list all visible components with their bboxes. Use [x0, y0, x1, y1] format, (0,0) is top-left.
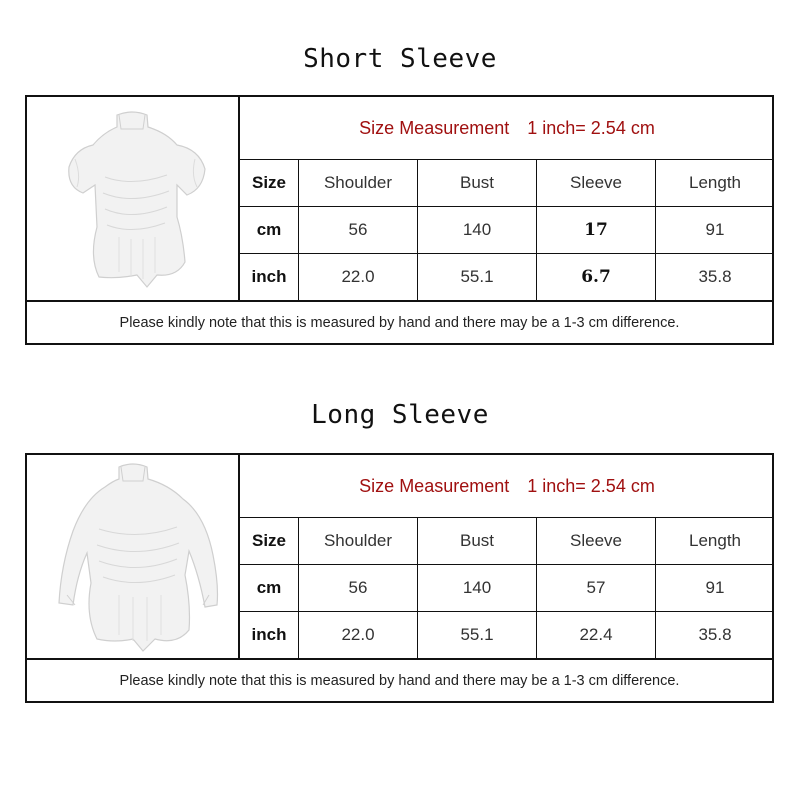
- row-label-inch: inch: [240, 612, 299, 658]
- short-sleeve-title: Short Sleeve: [303, 44, 497, 74]
- table-row: [240, 207, 774, 254]
- long-sleeve-size-chart: [25, 453, 774, 703]
- measurement-note: Please kindly note that this is measured by hand and there may be a 1-3 cm difference.: [27, 658, 772, 701]
- cell-bust: 140: [418, 207, 537, 253]
- header-bust: Bust: [418, 160, 537, 206]
- cell-bust: 55.1: [418, 612, 537, 658]
- heading-label: Size Measurement: [359, 117, 510, 138]
- cell-shoulder: 56: [299, 565, 418, 611]
- cell-sleeve: 22.4: [537, 612, 656, 658]
- header-shoulder: Shoulder: [299, 518, 418, 564]
- heading-conversion: 1 inch= 2.54 cm: [527, 475, 655, 496]
- header-bust: Bust: [418, 518, 537, 564]
- cell-length: 91: [705, 578, 725, 597]
- header-length: Length: [689, 531, 741, 550]
- header-length: Length: [689, 173, 741, 192]
- header-sleeve: Sleeve: [537, 518, 656, 564]
- row-label-inch: inch: [240, 254, 299, 300]
- table-header-row: [240, 160, 774, 207]
- long-sleeve-heading: [240, 455, 774, 518]
- cell-sleeve: 57: [537, 565, 656, 611]
- cell-length: 35.8: [698, 625, 732, 644]
- table-row: [240, 254, 774, 300]
- cell-sleeve: 6.7: [537, 254, 656, 300]
- header-size: Size: [240, 518, 299, 564]
- heading-label: Size Measurement: [359, 475, 510, 496]
- cell-bust: 140: [418, 565, 537, 611]
- heading-conversion: 1 inch= 2.54 cm: [527, 117, 655, 138]
- header-shoulder: Shoulder: [299, 160, 418, 206]
- long-sleeve-product-photo: [27, 455, 240, 658]
- table-row: [240, 565, 774, 612]
- header-sleeve: Sleeve: [537, 160, 656, 206]
- measurement-note: Please kindly note that this is measured by hand and there may be a 1-3 cm difference.: [27, 300, 772, 343]
- short-sleeve-table: [240, 97, 774, 300]
- short-sleeve-heading: [240, 97, 774, 160]
- header-size: Size: [240, 160, 299, 206]
- short-sleeve-size-chart: [25, 95, 774, 345]
- cell-shoulder: 22.0: [299, 612, 418, 658]
- cell-length: 35.8: [698, 267, 732, 286]
- cell-length: 91: [705, 220, 725, 239]
- long-sleeve-title: Long Sleeve: [311, 400, 489, 430]
- long-sleeve-table: [240, 455, 774, 658]
- table-header-row: [240, 518, 774, 565]
- cell-shoulder: 22.0: [299, 254, 418, 300]
- table-row: [240, 612, 774, 658]
- row-label-cm: cm: [240, 207, 299, 253]
- cell-sleeve: 17: [537, 207, 656, 253]
- cell-shoulder: 56: [299, 207, 418, 253]
- row-label-cm: cm: [240, 565, 299, 611]
- short-sleeve-product-photo: [27, 97, 240, 300]
- cell-bust: 55.1: [418, 254, 537, 300]
